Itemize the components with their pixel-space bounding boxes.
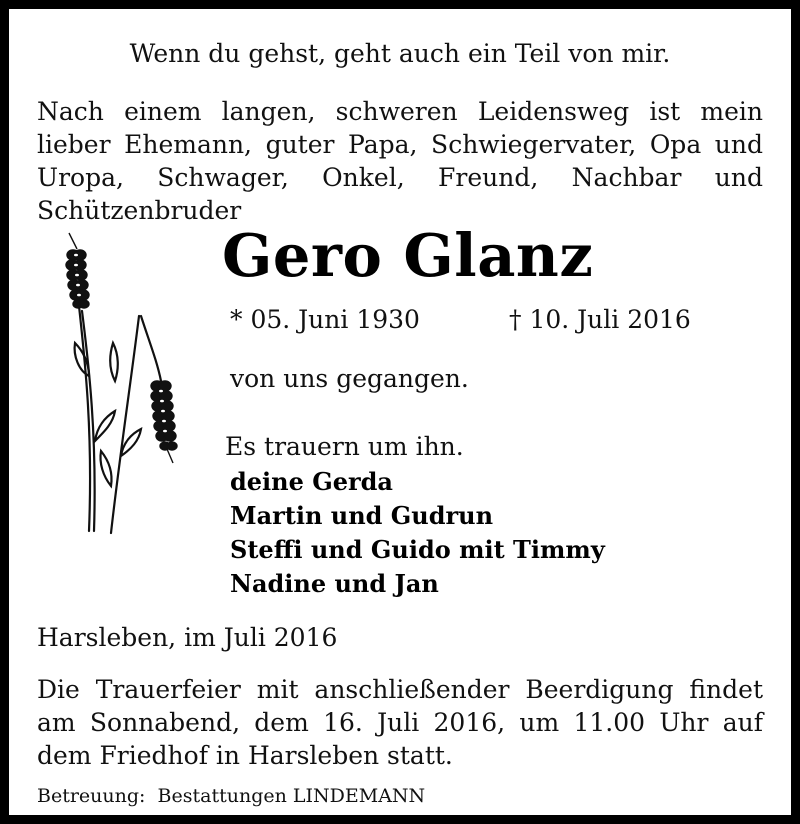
passed-away-text: von uns gegangen. bbox=[230, 364, 469, 393]
intro-text: Nach einem langen, schweren Leidensweg ist mein lieber Ehemann, guter Papa, Schwiegervater, Opa und Uropa, Schwager, Onkel, Freund, Nachbar und Schützenbruder bbox=[37, 97, 763, 225]
motto: Wenn du gehst, geht auch ein Teil von mir. bbox=[129, 39, 671, 68]
death-date: † 10. Juli 2016 bbox=[509, 305, 691, 334]
footer-label: Betreuung: bbox=[37, 785, 146, 807]
funeral-home: Bestattungen LINDEMANN bbox=[157, 785, 426, 807]
mourning-intro: Es trauern um ihn. bbox=[225, 432, 464, 461]
mourner-name: Steffi und Guido mit Timmy bbox=[230, 535, 605, 564]
footer bbox=[37, 785, 425, 807]
mourner-name: Nadine und Jan bbox=[230, 569, 439, 598]
mourner-name: deine Gerda bbox=[230, 467, 393, 496]
birth-date: * 05. Juni 1930 bbox=[230, 305, 420, 334]
wheat-icon bbox=[49, 231, 189, 546]
deceased-name: Gero Glanz bbox=[222, 221, 594, 290]
mourner-name: Martin und Gudrun bbox=[230, 501, 494, 530]
place-date: Harsleben, im Juli 2016 bbox=[37, 623, 338, 652]
funeral-info: Die Trauerfeier mit anschließender Beerdigung findet am Sonnabend, dem 16. Juli 2016, um 11.00 Uhr auf dem Friedhof in Harsleben statt. bbox=[37, 675, 763, 770]
